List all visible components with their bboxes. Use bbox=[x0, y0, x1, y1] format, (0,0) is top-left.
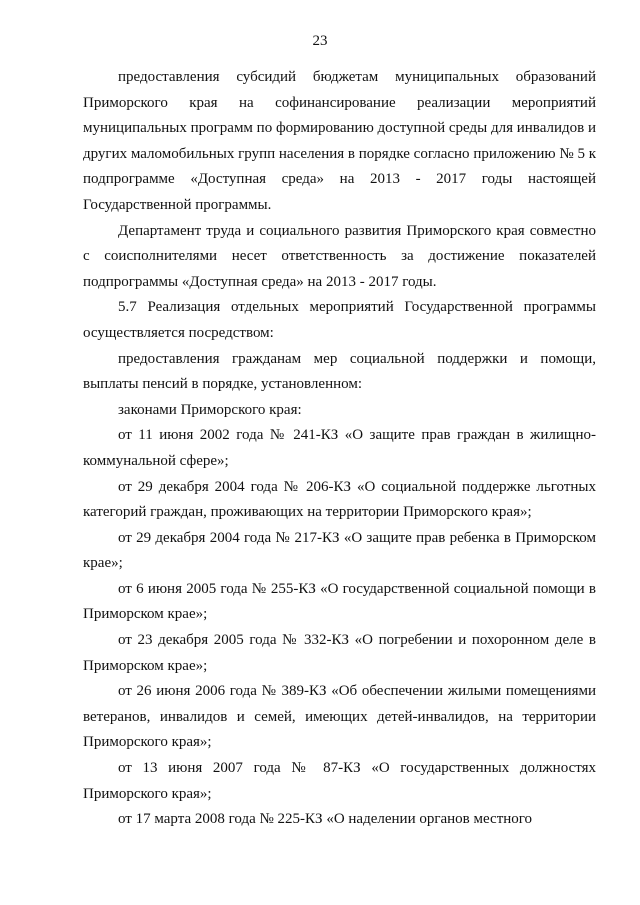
paragraph-laws-intro: законами Приморского края: bbox=[118, 401, 302, 418]
paragraph-subsidies: предоставления субсидий бюджетам муниципальных образований Приморского края на софинансирование реализации мероприятий муниципальных программ по формированию доступной среды для инвалидов и других маломобильных групп населения в порядке согласно приложению № 5 к подпрограмме «Доступная среда» на 2013 - 2017 годы настоящей Государственной программы. bbox=[83, 69, 596, 213]
paragraph-department-responsibility: Департамент труда и социального развития Приморского края совместно с соисполнителями несет ответственность за достижение показателей подпрограммы «Доступная среда» на 2013 - 2017 годы. bbox=[83, 222, 596, 290]
paragraph-section-5-7: 5.7 Реализация отдельных мероприятий Государственной программы осуществляется посредством: bbox=[83, 299, 596, 341]
law-item: от 26 июня 2006 года № 389-КЗ «Об обеспечении жилыми помещениями ветеранов, инвалидов и семей, имеющих детей-инвалидов, на территории Приморского края»; bbox=[83, 683, 596, 751]
law-item: от 13 июня 2007 года № 87-КЗ «О государственных должностях Приморского края»; bbox=[83, 760, 596, 802]
document-body bbox=[83, 65, 596, 833]
law-item: от 29 декабря 2004 года № 217-КЗ «О защите прав ребенка в Приморском крае»; bbox=[83, 529, 596, 572]
law-item: от 6 июня 2005 года № 255-КЗ «О государственной социальной помощи в Приморском крае»; bbox=[83, 580, 596, 623]
law-item: от 29 декабря 2004 года № 206-КЗ «О социальной поддержке льготных категорий граждан, проживающих на территории Приморского края»; bbox=[83, 478, 596, 521]
law-item: от 11 июня 2002 года № 241-КЗ «О защите прав граждан в жилищно-коммунальной сфере»; bbox=[83, 427, 596, 469]
law-item: от 23 декабря 2005 года № 332-КЗ «О погребении и похоронном деле в Приморском крае»; bbox=[83, 632, 596, 674]
law-item: от 17 марта 2008 года № 225-КЗ «О наделении органов местного bbox=[118, 811, 533, 828]
paragraph-social-support: предоставления гражданам мер социальной поддержки и помощи, выплаты пенсий в порядке, установленном: bbox=[83, 350, 596, 393]
page-number: 23 bbox=[312, 33, 328, 49]
